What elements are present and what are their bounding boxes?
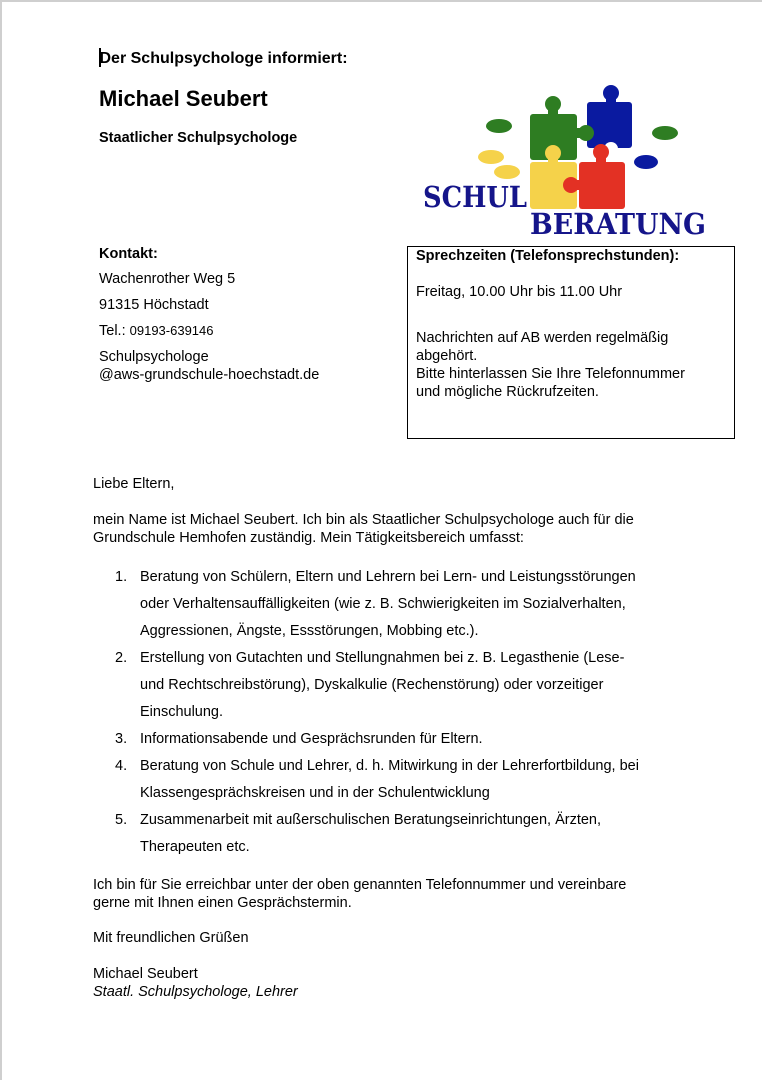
letter-intro-line-2: Grundschule Hemhofen zuständig. Mein Tätigkeitsbereich umfasst: [93,530,524,546]
letter-closing [93,876,693,912]
office-hours-note-1: Nachrichten auf AB werden regelmäßig [416,330,669,346]
list-item-line: Erstellung von Gutachten und Stellungnahmen bei z. B. Legasthenie (Lese- [140,650,625,666]
list-item-line: Aggressionen, Ängste, Essstörungen, Mobbing etc.). [140,623,479,639]
puzzle-piece-blue [587,85,632,148]
list-item-line: Klassengesprächskreisen und in der Schulentwicklung [140,785,490,801]
puzzle-piece-green [530,96,594,160]
contact-heading: Kontakt: [99,246,158,262]
office-hours-box [407,246,735,439]
letter-salutation: Liebe Eltern, [93,476,175,492]
letter-regards: Mit freundlichen Grüßen [93,930,249,946]
list-item-number: 5. [115,812,128,828]
logo-word-schul: SCHUL [423,180,527,214]
email-line-1: Schulpsychologe [99,349,209,365]
logo-oval-blue [634,155,658,169]
phone-number[interactable]: 09193-639146 [129,323,214,338]
signature-name: Michael Seubert [93,966,198,982]
contact-block [99,246,319,384]
contact-phone [99,322,319,340]
contact-street: Wachenrother Weg 5 [99,271,236,287]
list-item [115,726,685,753]
office-hours-time: Freitag, 10.00 Uhr bis 11.00 Uhr [416,284,623,300]
logo-oval-green-left [486,119,512,133]
logo-oval-green-right [652,126,678,140]
activities-list [115,564,685,861]
list-item [115,807,685,861]
list-item [115,645,685,726]
list-item-line: Einschulung. [140,704,224,720]
office-hours-heading: Sprechzeiten (Telefonsprechstunden): [416,248,680,264]
logo-word-beratung: BERATUNG [530,207,706,241]
list-item-number: 1. [115,569,128,585]
contact-email[interactable] [99,348,319,384]
list-item [115,753,685,807]
author-role: Staatlicher Schulpsychologe [99,130,298,146]
schulberatung-logo [417,84,717,244]
intro-heading [99,48,348,68]
list-item-line: und Rechtschreibstörung), Dyskalkulie (Rechenstörung) oder vorzeitiger [140,677,604,693]
list-item-line: Beratung von Schule und Lehrer, d. h. Mitwirkung in der Lehrerfortbildung, bei [140,758,639,774]
letter-closing-line-1: Ich bin für Sie erreichbar unter der oben genannten Telefonnummer und vereinbare [93,877,627,893]
list-item-line: Therapeuten etc. [140,839,250,855]
logo-oval-yellow-1 [478,150,504,164]
intro-text: Der Schulpsychologe informiert: [99,50,348,67]
list-item-number: 4. [115,758,128,774]
list-item-line: Beratung von Schülern, Eltern und Lehrern bei Lern- und Leistungsstörungen [140,569,636,585]
list-item-number: 3. [115,731,128,747]
author-name: Michael Seubert [99,86,268,111]
office-hours-note-2: abgehört. [416,348,478,364]
letter-closing-line-2: gerne mit Ihnen einen Gesprächstermin. [93,895,352,911]
contact-city: 91315 Höchstadt [99,297,209,313]
list-item [115,564,685,645]
email-line-2: @aws-grundschule-hoechstadt.de [99,367,320,383]
list-item-line: Informationsabende und Gesprächsrunden für Eltern. [140,731,483,747]
letter-intro-line-1: mein Name ist Michael Seubert. Ich bin als Staatlicher Schulpsychologe auch für die [93,512,634,528]
list-item-line: oder Verhaltensauffälligkeiten (wie z. B. Schwierigkeiten im Sozialverhalten, [140,596,626,612]
list-item-number: 2. [115,650,128,666]
office-hours-note-3: Bitte hinterlassen Sie Ihre Telefonnummer [416,366,685,382]
signature-title: Staatl. Schulpsychologe, Lehrer [93,984,298,1000]
phone-label: Tel.: [99,323,130,339]
list-item-line: Zusammenarbeit mit außerschulischen Beratungseinrichtungen, Ärzten, [140,812,602,828]
logo-oval-yellow-2 [494,165,520,179]
office-hours-note-4: und mögliche Rückrufzeiten. [416,384,599,400]
letter-intro [93,511,693,547]
